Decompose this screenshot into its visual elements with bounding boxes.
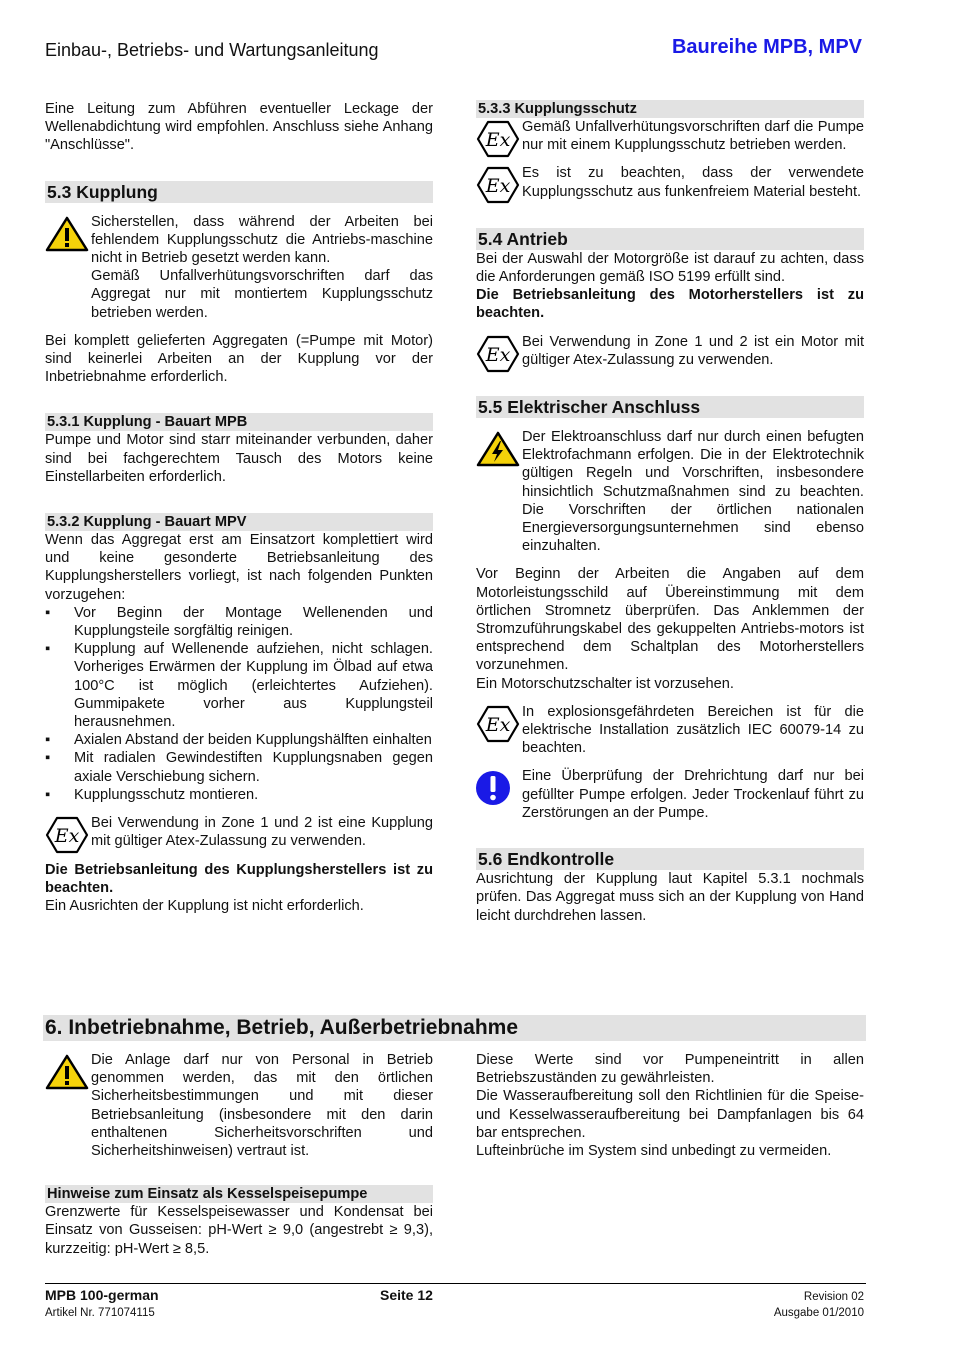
section-5-3-1-heading: 5.3.1 Kupplung - Bauart MPB xyxy=(45,413,433,431)
svg-text:Ex: Ex xyxy=(54,825,80,848)
info-note-rotation xyxy=(476,767,864,822)
paragraph-5-5: Vor Beginn der Arbeiten die Angaben auf dem Motorleistungsschild auf Übereinstimmung mit dem örtlichen Stromnetz überprüfen. Das Anklemmen der Stromzuführungskabel des gekuppelten Antriebs-motors ist entsprechend dem Schaltplan des Motorherstellers vorzunehmen. xyxy=(476,566,864,674)
ex-text-5-3-3-b: Es ist zu beachten, dass der verwendete Kupplungsschutz aus funkenfreiem Material besteht. xyxy=(522,165,864,200)
list-item: ▪ Axialen Abstand der beiden Kupplungshälften einhalten xyxy=(45,731,433,749)
warning-triangle-icon xyxy=(45,215,89,253)
list-item: ▪ Vor Beginn der Montage Wellenenden und Kupplungsteile sorgfältig reinigen. xyxy=(45,604,433,640)
header-series: Baureihe MPB, MPV xyxy=(671,36,862,58)
section-6-right-paragraph-2: Die Wasseraufbereitung soll den Richtlinien für die Speise- und Kesselwasseraufbereitung bei Dampfanlagen bis 64 bar entsprechen. xyxy=(476,1088,864,1141)
section-6-right-paragraph-1: Diese Werte sind vor Pumpeneintritt in allen Betriebszuständen zu gewährleisten. xyxy=(476,1052,864,1087)
footer-edition: Ausgabe 01/2010 xyxy=(773,1307,864,1319)
ex-note-5-3-3-b xyxy=(476,164,864,200)
section-5-5-heading: 5.5 Elektrischer Anschluss xyxy=(476,396,864,418)
warning-text-5-3-a: Sicherstellen, dass während der Arbeiten bei fehlendem Kupplungsschutz die Antriebs-maschine nicht in Betrieb gesetzt werden kann. xyxy=(91,213,433,267)
paragraph-5-5-b: Ein Motorschutzschalter ist vorzusehen. xyxy=(476,675,734,692)
exclamation-info-icon xyxy=(476,769,520,807)
section-6-right-column xyxy=(476,1051,864,1160)
atex-ex-icon xyxy=(476,120,520,158)
paragraph-5-6: Ausrichtung der Kupplung laut Kapitel 5.3.1 nochmals prüfen. Das Aggregat muss sich an der Kupplung von Hand leicht durchdrehen lassen. xyxy=(476,871,864,924)
warning-text-5-3-b: Gemäß Unfallverhütungsvorschriften darf das Aggregat nur mit montiertem Kupplungsschutz betrieben werden. xyxy=(91,268,433,321)
paragraph-alignment: Ein Ausrichten der Kupplung ist nicht erforderlich. xyxy=(45,897,364,914)
ex-note-5-3-3-a xyxy=(476,118,864,154)
boiler-feed-heading: Hinweise zum Einsatz als Kesselspeisepumpe xyxy=(45,1185,433,1203)
paragraph-5-3-1: Pumpe und Motor sind starr miteinander verbunden, daher sind bei fachgerechtem Tausch des Motors keine Einstellarbeiten erforderlich. xyxy=(45,432,433,485)
boiler-feed-paragraph: Grenzwerte für Kesselspeisewasser und Kondensat bei Einsatz von Gusseisen: pH-Wert ≥ 9,0 (angestrebt ≥ 9,3), kurzzeitig: pH-Wert ≥ 8,5. xyxy=(45,1204,433,1257)
bold-note-coupling-manual: Die Betriebsanleitung des Kupplungsherstellers ist zu beachten. xyxy=(45,861,433,896)
header-title: Einbau-, Betriebs- und Wartungsanleitung xyxy=(45,40,379,60)
ex-text-5-5: In explosionsgefährdeten Bereichen ist für die elektrische Installation zusätzlich IEC 60079-14 zu beachten. xyxy=(522,703,864,757)
footer-revision: Revision 02 xyxy=(803,1291,864,1303)
ex-text-5-4: Bei Verwendung in Zone 1 und 2 ist ein Motor mit gültiger Atex-Zulassung zu verwenden. xyxy=(522,333,864,368)
ex-note-coupling xyxy=(45,814,433,850)
section-5-4-heading: 5.4 Antrieb xyxy=(476,228,864,250)
electric-warning-note xyxy=(476,428,864,555)
section-5-3-3-heading: 5.3.3 Kupplungsschutz xyxy=(476,100,864,118)
bold-note-motor-manual: Die Betriebsanleitung des Motorherstellers ist zu beachten. xyxy=(476,287,864,322)
warning-note-6 xyxy=(45,1051,433,1160)
left-column xyxy=(45,100,433,915)
section-6-left-column xyxy=(45,1051,433,1258)
steps-list xyxy=(45,604,433,804)
section-6-heading: 6. Inbetriebnahme, Betrieb, Außerbetriebnahme xyxy=(43,1015,866,1041)
electric-hazard-icon xyxy=(476,430,520,468)
paragraph-5-3-2: Wenn das Aggregat erst am Einsatzort komplettiert wird und keine gesonderte Betriebsanleitung des Kupplungsherstellers vorliegt, ist nach folgenden Punkten vorzugehen: xyxy=(45,532,433,603)
list-item: ▪ Kupplung auf Wellenende aufziehen, nicht schlagen. Vorheriges Erwärmen der Kupplung im Ölbad auf etwa 100°C ist möglich (erleichtertes Aufziehen). Gummipakete vorher aus Kupplungsteil herausnehmen. xyxy=(45,640,433,731)
svg-text:Ex: Ex xyxy=(485,129,511,151)
section-5-3-heading: 5.3 Kupplung xyxy=(45,181,433,203)
atex-ex-icon xyxy=(476,705,520,743)
ex-note-5-4 xyxy=(476,333,864,369)
svg-text:Ex: Ex xyxy=(485,713,511,736)
footer-page-number: Seite 12 xyxy=(380,1287,433,1303)
paragraph-5-3: Bei komplett gelieferten Aggregaten (=Pumpe mit Motor) sind keinerlei Arbeiten an der Kupplung vor der Inbetriebnahme erforderlich. xyxy=(45,332,433,386)
footer-divider xyxy=(45,1283,866,1284)
right-column xyxy=(476,100,864,925)
list-item: ▪ Kupplungsschutz montieren. xyxy=(45,786,433,804)
list-item: ▪ Mit radialen Gewindestiften Kupplungsnaben gegen axiale Verschiebung sichern. xyxy=(45,749,433,785)
warning-note-5-3 xyxy=(45,213,433,322)
ex-text-5-3-3-a: Gemäß Unfallverhütungsvorschriften darf die Pumpe nur mit einem Kupplungsschutz betrieben werden. xyxy=(522,119,864,154)
footer-doc-name: MPB 100-german xyxy=(45,1287,159,1303)
ex-text-coupling: Bei Verwendung in Zone 1 und 2 ist eine Kupplung mit gültiger Atex-Zulassung zu verwenden. xyxy=(91,815,433,850)
atex-ex-icon xyxy=(476,166,520,204)
atex-ex-icon xyxy=(476,335,520,373)
info-text-rotation: Eine Überprüfung der Drehrichtung darf nur bei gefüllter Pumpe erfolgen. Jeder Trockenlauf führt zu Zerstörungen an der Pumpe. xyxy=(522,768,864,821)
svg-text:Ex: Ex xyxy=(485,175,511,198)
section-5-3-2-heading: 5.3.2 Kupplung - Bauart MPV xyxy=(45,513,433,531)
warning-text-6: Die Anlage darf nur von Personal in Betrieb genommen werden, das mit den örtlichen Sicherheitsbestimmungen und mit dieser Betriebsanleitung (insbesondere mit den darin enthaltenen Sicherheitsvorschriften und Sicherheitshinweisen) vertraut ist. xyxy=(91,1052,433,1160)
electric-warning-text: Der Elektroanschluss darf nur durch einen befugten Elektrofachmann erfolgen. Die in der Elektrotechnik gültigen Regeln und Vorschriften, insbesondere hinsichtlich Schutzmaßnahmen sind zu beachten. Die Vorschriften der örtlichen nationalen Energieversorgungsunternehmen sind ebenso einzuhalten. xyxy=(522,429,864,555)
svg-text:Ex: Ex xyxy=(485,343,511,366)
intro-paragraph: Eine Leitung zum Abführen eventueller Leckage der Wellenabdichtung wird empfohlen. Anschluss siehe Anhang "Anschlüsse". xyxy=(45,101,433,154)
section-6-right-paragraph-3: Lufteinbrüche im System sind unbedingt zu vermeiden. xyxy=(476,1143,832,1160)
footer-article-number: Artikel Nr. 771074115 xyxy=(45,1307,155,1319)
section-5-6-heading: 5.6 Endkontrolle xyxy=(476,848,864,870)
atex-ex-icon xyxy=(45,816,89,854)
warning-triangle-icon xyxy=(45,1053,89,1091)
ex-note-5-5 xyxy=(476,703,864,758)
paragraph-5-4: Bei der Auswahl der Motorgröße ist darauf zu achten, dass die Anforderungen gemäß ISO 5199 erfüllt sind. xyxy=(476,250,864,286)
